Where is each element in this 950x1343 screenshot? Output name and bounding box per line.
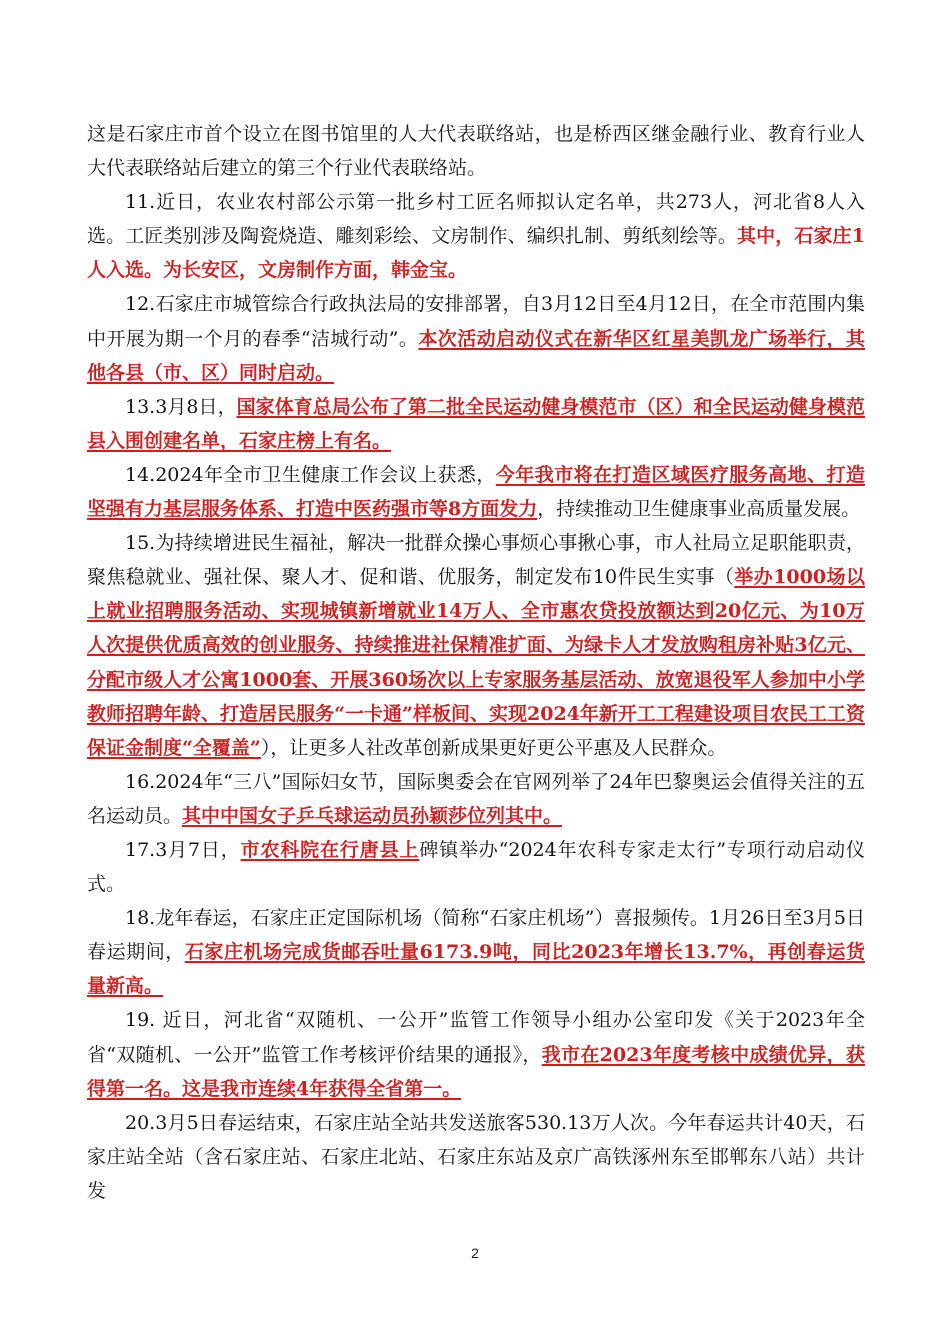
highlight-segment: 我市在2023年度考核中成绩优异，获得第一名。这是我市连续4年获得全省第一。 xyxy=(87,1043,865,1100)
highlight-segment: 本次活动启动仪式在新华区红星美凯龙广场举行，其他各县（市、区）同时启动。 xyxy=(87,327,865,384)
paragraph-19 xyxy=(87,1003,865,1105)
text-segment: 11.近日，农业农村部公示第一批乡村工匠名师拟认定名单，共273人，河北省8人入选。工匠类别涉及陶瓷烧造、雕刻彩绘、文房制作、编织扎制、剪纸刻绘等。 xyxy=(87,191,865,248)
paragraph-11 xyxy=(87,185,865,287)
document-body xyxy=(87,117,865,1208)
text-segment: 碑镇举办“2024年农科专家走太行”专项行动启动仪式。 xyxy=(87,838,865,896)
text-segment: ，持续推动卫生健康事业高质量发展。 xyxy=(537,498,861,521)
text-segment: 14.2024年全市卫生健康工作会议上获悉， xyxy=(125,463,496,486)
text-segment: ），让更多人社改革创新成果更好更公平惠及人民群众。 xyxy=(260,736,727,759)
highlight-segment: 今年我市将在打造区域医疗服务高地、打造坚强有力基层服务体系、打造中医药强市等8方面发力 xyxy=(87,463,865,521)
highlight-segment: 市农科院在行唐县上 xyxy=(240,838,420,861)
highlight-segment: 其中，石家庄1人入选。为长安区，文房制作方面，韩金宝。 xyxy=(87,225,865,282)
text-segment: 20.3月5日春运结束，石家庄站全站共发送旅客530.13万人次。今年春运共计40天，石家庄站全站（含石家庄站、石家庄北站、石家庄东站及京广高铁涿州东至邯郸东八站）共计发 xyxy=(87,1111,865,1202)
highlight-segment: 其中中国女子乒乓球运动员孙颖莎位列其中。 xyxy=(182,804,563,827)
paragraph-16 xyxy=(87,765,865,833)
text-segment: 16.2024年“三八”国际妇女节，国际奥委会在官网列举了24年巴黎奥运会值得关注的五名运动员。 xyxy=(87,770,865,827)
paragraph-10-tail xyxy=(87,117,865,185)
paragraph-14 xyxy=(87,458,865,526)
paragraph-18 xyxy=(87,901,865,1003)
paragraph-13 xyxy=(87,390,865,458)
paragraph-20 xyxy=(87,1106,865,1208)
text-segment: 18.龙年春运，石家庄正定国际机场（简称“石家庄机场”）喜报频传。1月26日至3月5日春运期间， xyxy=(87,907,865,964)
paragraph-17 xyxy=(87,833,865,901)
highlight-segment: 举办1000场以上就业招聘服务活动、实现城镇新增就业14万人、全市惠农贷投放额达到20亿元、为10万人次提供优质高效的创业服务、持续推进社保精准扩面、为绿卡人才发放购租房补贴3亿元、分配市级人才公寓1000套、开展360场次以上专家服务基层活动、放宽退役军人参加中小学教师招聘年龄、打造居民服务“一卡通”样板间、实现2024年新开工工程建设项目农民工工资保证金制度“全覆盖” xyxy=(87,566,865,759)
page-number: 2 xyxy=(471,1245,479,1261)
paragraph-15 xyxy=(87,526,865,765)
text-segment: 15.为持续增进民生福祉，解决一批群众操心事烦心事揪心事，市人社局立足职能职责，聚焦稳就业、强社保、聚人才、促和谐、优服务，制定发布10件民生实事（ xyxy=(87,532,865,589)
text-segment: 17.3月7日， xyxy=(125,838,241,861)
text-segment: 12.石家庄市城管综合行政执法局的安排部署，自3月12日至4月12日，在全市范围内集中开展为期一个月的春季“洁城行动”。 xyxy=(87,293,865,350)
text-segment: 这是石家庄市首个设立在图书馆里的人大代表联络站，也是桥西区继金融行业、教育行业人大代表联络站后建立的第三个行业代表联络站。 xyxy=(87,123,865,180)
highlight-segment: 石家庄机场完成货邮吞吐量6173.9吨，同比2023年增长13.7%，再创春运货量新高。 xyxy=(87,941,865,998)
text-segment: 13.3月8日， xyxy=(125,395,237,418)
highlight-segment: 国家体育总局公布了第二批全民运动健身模范市（区）和全民运动健身模范县入围创建名单，石家庄榜上有名。 xyxy=(87,395,865,452)
paragraph-12 xyxy=(87,287,865,389)
text-segment: 19. 近日，河北省“双随机、一公开”监管工作领导小组办公室印发《关于2023年全省“双随机、一公开”监管工作考核评价结果的通报》， xyxy=(87,1009,865,1066)
